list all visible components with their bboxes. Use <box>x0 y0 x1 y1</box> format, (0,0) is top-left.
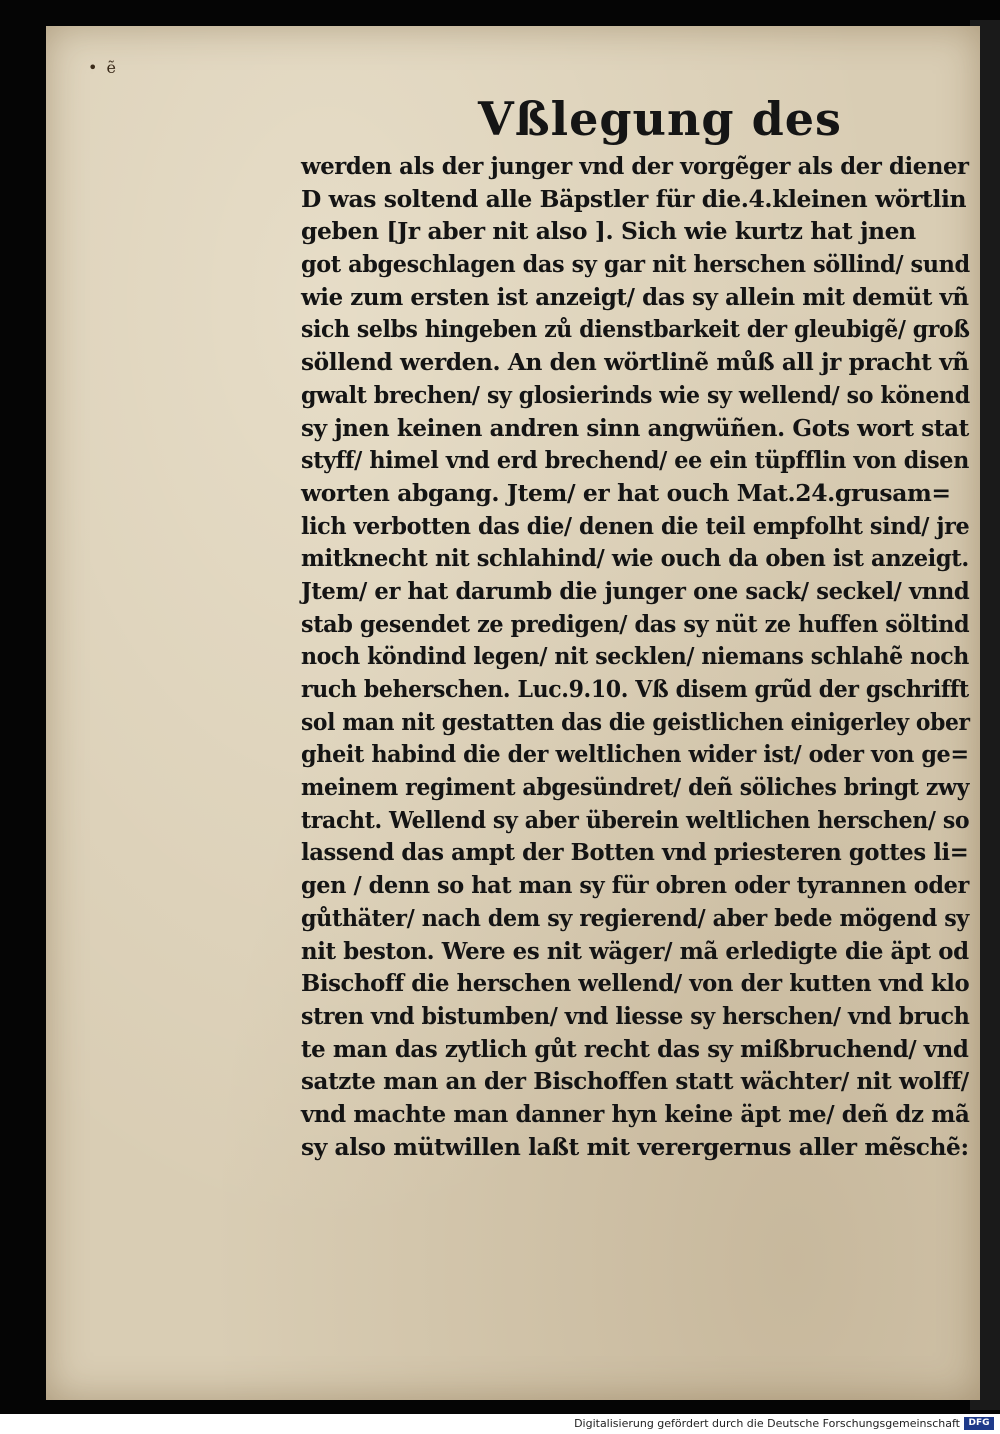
text-line: stab gesendet ze predigen/ das sy nüt ze huffen söltind <box>301 609 970 638</box>
text-line: D was soltend alle Bäpstler für die.4.kleinen wörtlin <box>301 184 967 213</box>
text-line: gen / denn so hat man sy für obren oder tyrannen oder <box>301 871 969 900</box>
text-line: sich selbs hingeben zů dienstbarkeit der gleubigẽ/ groß <box>301 315 970 344</box>
dfg-logo-icon: DFG <box>964 1417 994 1430</box>
text-line: ruch beherschen. Luc.9.10. Vß disem grũd der gschrifft <box>301 675 969 703</box>
text-line: mitknecht nit schlahind/ wie ouch da oben ist anzeigt. <box>301 544 969 573</box>
text-line: gůthäter/ nach dem sy regierend/ aber bede mögend sy <box>301 903 969 932</box>
text-line: stren vnd bistumben/ vnd liesse sy herschen/ vnd bruch <box>301 1001 970 1030</box>
text-line: styff/ himel vnd erd brechend/ ee ein tüpfflin von disen <box>301 446 969 475</box>
text-line: sy also mütwillen laßt mit verergernus aller mẽschẽ: <box>301 1132 969 1161</box>
text-line: te man das zytlich gůt recht das sy mißbruchend/ vnd <box>301 1034 969 1063</box>
text-block <box>301 150 971 1163</box>
text-line: sy jnen keinen andren sinn angwüñen. Gots wort stat <box>301 413 969 442</box>
signature-mark: • ẽ <box>88 58 118 77</box>
text-line: werden als der junger vnd der vorgẽger als der diener <box>301 152 969 180</box>
text-line: Jtem/ er hat darumb die junger one sack/ seckel/ vnnd <box>301 576 970 605</box>
text-line: meinem regiment abgesündret/ deñ söliches bringt zwy <box>301 773 970 802</box>
text-line: nit beston. Were es nit wäger/ mã erledigte die äpt od <box>301 936 969 965</box>
text-line: got abgeschlagen das sy gar nit herschen söllind/ sund <box>301 250 970 279</box>
text-line: söllend werden. An den wörtlinẽ můß all jr pracht vñ <box>301 348 969 377</box>
text-line: satzte man an der Bischoffen statt wächter/ nit wolff/ <box>301 1067 969 1096</box>
text-line: lich verbotten das die/ denen die teil empfolht sind/ jre <box>301 511 970 540</box>
text-line: gwalt brechen/ sy glosierinds wie sy wellend/ so könend <box>301 380 970 409</box>
footer-bar <box>0 1414 1000 1434</box>
text-line: lassend das ampt der Botten vnd priesteren gottes li= <box>301 838 969 867</box>
text-line: Bischoff die herschen wellend/ von der kutten vnd klo <box>301 969 970 998</box>
text-line: noch köndind legen/ nit secklen/ niemans schlahẽ noch <box>301 642 969 671</box>
text-line: gheit habind die der weltlichen wider ist/ oder von ge= <box>301 740 969 769</box>
text-line: vnd machte man danner hyn keine äpt me/ deñ dz mã <box>301 1099 970 1128</box>
text-line: wie zum ersten ist anzeigt/ das sy allein mit demüt vñ <box>301 282 969 311</box>
text-line: tracht. Wellend sy aber überein weltlichen herschen/ so <box>301 805 970 834</box>
text-line: sol man nit gestatten das die geistlichen einigerley ober <box>301 707 970 736</box>
text-line: worten abgang. Jtem/ er hat ouch Mat.24.grusam= <box>301 478 951 507</box>
page-heading: Vßlegung des <box>478 92 842 146</box>
text-line: geben [Jr aber nit also ]. Sich wie kurtz hat jnen <box>301 217 916 246</box>
funding-credit: Digitalisierung gefördert durch die Deutsche Forschungsgemeinschaft <box>574 1417 960 1430</box>
